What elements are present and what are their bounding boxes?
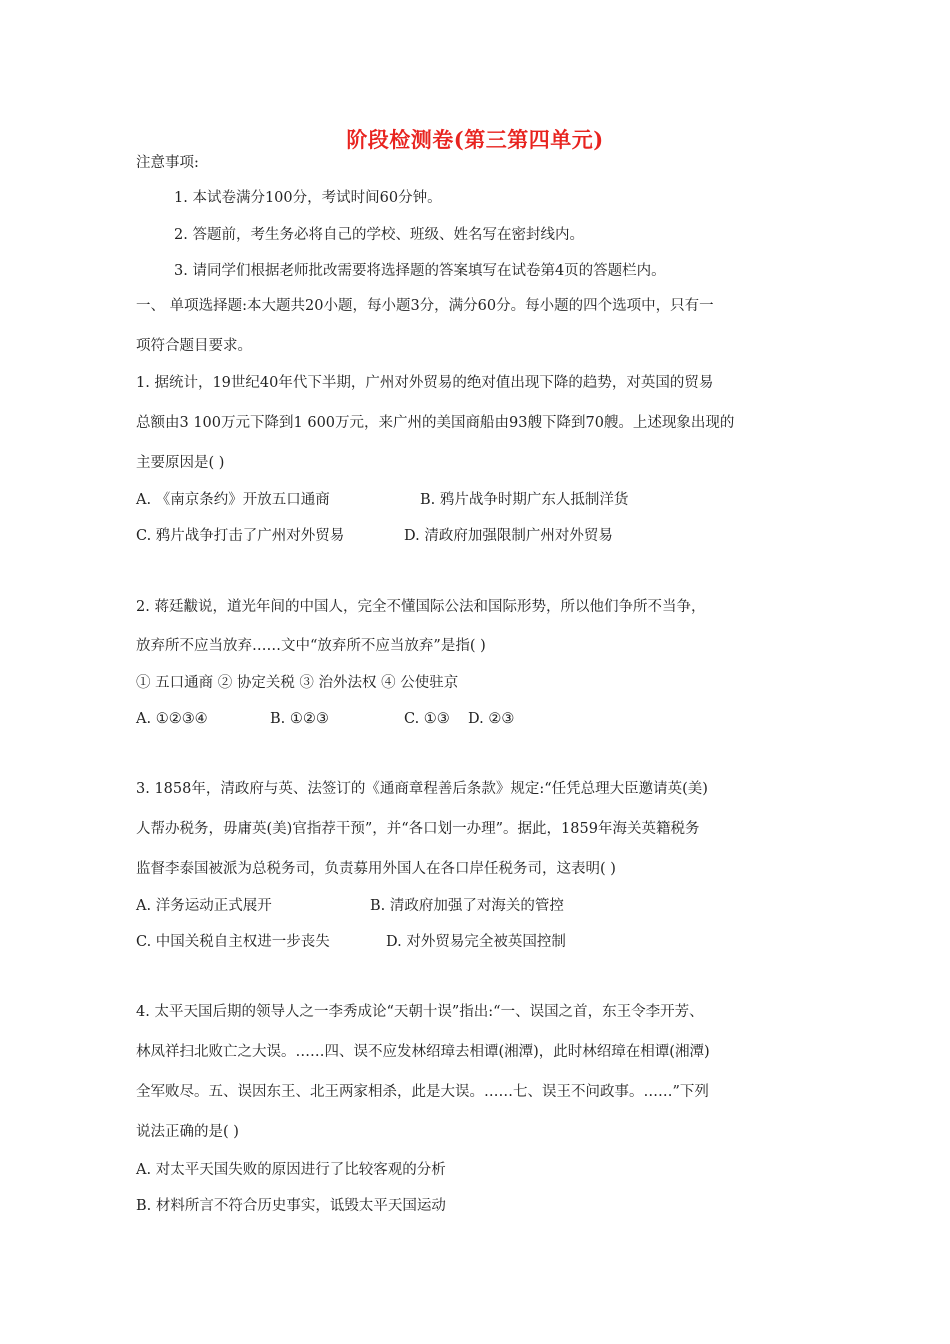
question-1-option-c: C. 鸦片战争打击了广州对外贸易 xyxy=(136,528,345,544)
question-1-option-d: D. 清政府加强限制广州对外贸易 xyxy=(404,528,613,544)
question-4-option-b: B. 材料所言不符合历史事实，诋毁太平天国运动 xyxy=(136,1198,446,1214)
question-2-line-3: ① 五口通商 ② 协定关税 ③ 治外法权 ④ 公使驻京 xyxy=(136,675,459,691)
notice-item-3: 3. 请同学们根据老师批改需要将选择题的答案填写在试卷第4页的答题栏内。 xyxy=(174,263,666,279)
question-1-option-b: B. 鸦片战争时期广东人抵制洋货 xyxy=(420,492,629,508)
question-2-option-d: D. ②③ xyxy=(468,711,515,727)
question-3-option-c: C. 中国关税自主权进一步丧失 xyxy=(136,934,330,950)
question-4-line-1: 4. 太平天国后期的领导人之一李秀成论“天朝十误”指出:“一、误国之首，东王令李开芳、 xyxy=(136,1004,704,1020)
section-heading: 一、 单项选择题:本大题共20小题，每小题3分，满分60分。每小题的四个选项中，只有一 xyxy=(136,298,714,314)
question-4-line-2: 林凤祥扫北败亡之大误。……四、误不应发林绍璋去相谭(湘潭)，此时林绍璋在相谭(湘潭) xyxy=(136,1044,710,1060)
question-1-option-a: A. 《南京条约》开放五口通商 xyxy=(136,492,330,508)
notice-item-2: 2. 答题前，考生务必将自己的学校、班级、姓名写在密封线内。 xyxy=(174,227,584,243)
question-4-line-3: 全军败尽。五、误因东王、北王两家相杀，此是大误。……七、误王不问政事。……”下列 xyxy=(136,1084,709,1100)
question-3-option-b: B. 清政府加强了对海关的管控 xyxy=(370,898,564,914)
question-1-line-3: 主要原因是( ) xyxy=(136,455,225,471)
question-3-option-a: A. 洋务运动正式展开 xyxy=(136,898,272,914)
question-3-line-2: 人帮办税务，毋庸英(美)官指荐干预”，并“各口划一办理”。据此，1859年海关英籍税务 xyxy=(136,821,700,837)
section-heading-cont: 项符合题目要求。 xyxy=(136,338,252,354)
page-title: 阶段检测卷(第三第四单元) xyxy=(346,127,604,152)
question-2-option-b: B. ①②③ xyxy=(270,711,329,727)
question-2-line-2: 放弃所不应当放弃……文中“放弃所不应当放弃”是指( ) xyxy=(136,638,486,654)
notice-item-1: 1. 本试卷满分100分，考试时间60分钟。 xyxy=(174,190,442,206)
notice-heading: 注意事项: xyxy=(136,155,199,171)
question-3-option-d: D. 对外贸易完全被英国控制 xyxy=(386,934,566,950)
question-4-line-4: 说法正确的是( ) xyxy=(136,1124,239,1140)
question-2-line-1: 2. 蒋廷黻说，道光年间的中国人，完全不懂国际公法和国际形势，所以他们争所不当争， xyxy=(136,599,706,615)
question-2-option-a: A. ①②③④ xyxy=(136,711,208,727)
question-2-option-c: C. ①③ xyxy=(404,711,450,727)
question-4-option-a: A. 对太平天国失败的原因进行了比较客观的分析 xyxy=(136,1162,446,1178)
question-3-line-1: 3. 1858年，清政府与英、法签订的《通商章程善后条款》规定:“任凭总理大臣邀请英(美) xyxy=(136,781,708,797)
question-3-line-3: 监督李泰国被派为总税务司，负责募用外国人在各口岸任税务司，这表明( ) xyxy=(136,861,616,877)
question-1-line-1: 1. 据统计，19世纪40年代下半期，广州对外贸易的绝对值出现下降的趋势，对英国的贸易 xyxy=(136,375,714,391)
question-1-line-2: 总额由3 100万元下降到1 600万元，来广州的美国商船由93艘下降到70艘。上述现象出现的 xyxy=(136,415,735,431)
